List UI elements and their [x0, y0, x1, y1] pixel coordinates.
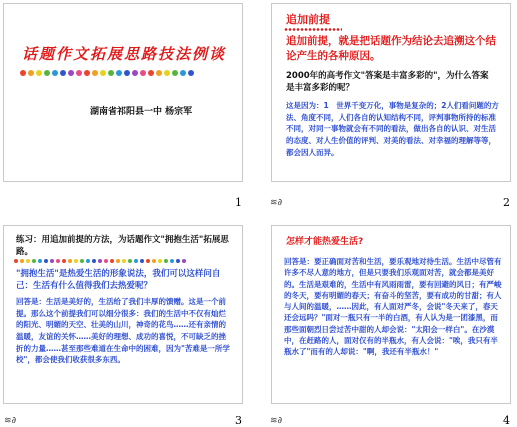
color-dot: [60, 70, 66, 76]
slide-number-4: 4: [503, 414, 510, 427]
notes-icon: ≋∂: [270, 198, 283, 208]
slide-2-question: 2000年的高考作文"答案是丰富多彩的"，为什么答案是丰富多彩的呢？: [286, 71, 489, 94]
slide-3-answer: 回答是：生活是美好的，生活给了我们丰厚的馈赠。这是一个前提。那么这个前提我们可以细分很多：我们的生活中不仅有灿烂的阳光、明媚的天空、壮美的山川，神奇的花鸟……还有亲情的温暖，友谊的关怀……美好的理想、成功的喜悦，不可缺乏的挫折的力量……甚至那些难道在生命中的困难，因为"苦难是一所学校"，都会使我们收获很多东西。: [16, 297, 230, 365]
slide-1-title: 话题作文拓展思路技法例谈: [21, 45, 226, 63]
color-dot: [44, 70, 50, 76]
color-dot: [68, 70, 74, 76]
color-dot: [116, 259, 120, 263]
color-dot: [62, 259, 66, 263]
slide-4-answer: 回答是：要正确面对苦和生活，要乐观地对待生活。生活中尽管有许多不尽人意的地方，但是只要我们乐观面对苦，就会都是美好的。生活是艰难的，生活中有风雨雨雷，要有回避的风日；有严峻的冬天，要有明媚的春天；有奋斗的坚苦，要有成功的甘甜；有人与人间的温暖，……因此，有人面对严冬，会说"冬天来了，春天还会远吗？"面对一瓶只有一半的白酒，有人认为是一团漆黑，而那些面朝烈日尝过苦中甜的人却会说："太阳会一样白"。在沙漠中，在赶路的人，面对仅有的半瓶水，有人会说："唉，我只有半瓶水了"而有的人却说："啊，我还有半瓶水！": [284, 257, 502, 356]
slide-4[interactable]: [272, 226, 510, 403]
slide-number-3: 3: [235, 414, 242, 427]
color-dot: [132, 70, 138, 76]
color-dot: [188, 70, 194, 76]
color-dot: [170, 259, 174, 263]
slide-2[interactable]: [272, 4, 510, 181]
color-dot: [14, 259, 18, 263]
color-dot: [152, 259, 156, 263]
color-dot: [56, 259, 60, 263]
color-dot: [134, 259, 138, 263]
color-dot: [156, 70, 162, 76]
slide-1[interactable]: [4, 4, 242, 181]
color-dot: [122, 259, 126, 263]
slide-3[interactable]: [4, 226, 242, 403]
red-dot-underline: [284, 28, 342, 31]
slide-number-1: 1: [235, 196, 242, 209]
color-dot: [182, 259, 186, 263]
notes-icon: ≋∂: [4, 416, 17, 426]
color-dot: [80, 259, 84, 263]
color-dot: [52, 70, 58, 76]
color-dot: [74, 259, 78, 263]
color-dot: [38, 259, 42, 263]
color-dot: [32, 259, 36, 263]
color-dot: [164, 259, 168, 263]
color-dot: [146, 259, 150, 263]
color-dot: [158, 259, 162, 263]
color-dot: [104, 259, 108, 263]
slide-2-intro: 追加前提，就是把话题作为结论去追溯这个结论产生的各种原因。: [286, 35, 496, 63]
color-dot: [100, 70, 106, 76]
slide-3-prompt: "拥抱生活"是热爱生活的形象说法，我们可以这样问自己：生活有什么值得我们去热爱呢？: [16, 269, 221, 292]
slide-2-heading: 追加前提: [286, 13, 330, 26]
slide-2-answer: 这是因为：1 世界千变万化，事物是复杂的；2人们看问题的方法、角度不同，人们各自的认知结构不同，评判事物所持的标准不同，对同一事物就会有不同的看法，做出各自的认识、对生活的态度、对人生价值的评判、对美的看法、对幸福的理解等等，都会因人而异。: [286, 101, 499, 157]
color-dot: [76, 70, 82, 76]
color-dot: [92, 259, 96, 263]
slide-number-2: 2: [503, 196, 510, 209]
color-dot: [68, 259, 72, 263]
color-dot: [140, 259, 144, 263]
color-dot: [148, 70, 154, 76]
color-dot: [98, 259, 102, 263]
notes-icon: ≋∂: [270, 416, 283, 426]
color-dot: [164, 70, 170, 76]
color-dot: [140, 70, 146, 76]
slide-4-question: 怎样才能热爱生活?: [286, 237, 364, 247]
slide-3-exercise: 练习：用追加前提的方法，为话题作文"拥抱生活"拓展思路。: [16, 235, 229, 258]
color-dot: [108, 70, 114, 76]
color-dot: [128, 259, 132, 263]
color-dot: [180, 70, 186, 76]
color-dot: [44, 259, 48, 263]
color-dot: [20, 70, 26, 76]
color-dot: [50, 259, 54, 263]
color-dot: [110, 259, 114, 263]
color-dot: [172, 70, 178, 76]
color-dot: [20, 259, 24, 263]
color-dot: [86, 259, 90, 263]
dot-divider-2: [14, 259, 186, 263]
color-dot: [92, 70, 98, 76]
color-dot: [36, 70, 42, 76]
dot-divider: [20, 70, 194, 76]
color-dot: [26, 259, 30, 263]
slide-1-author: 湖南省祁阳县一中 杨宗军: [90, 107, 193, 117]
color-dot: [176, 259, 180, 263]
color-dot: [28, 70, 34, 76]
color-dot: [116, 70, 122, 76]
color-dot: [84, 70, 90, 76]
color-dot: [124, 70, 130, 76]
